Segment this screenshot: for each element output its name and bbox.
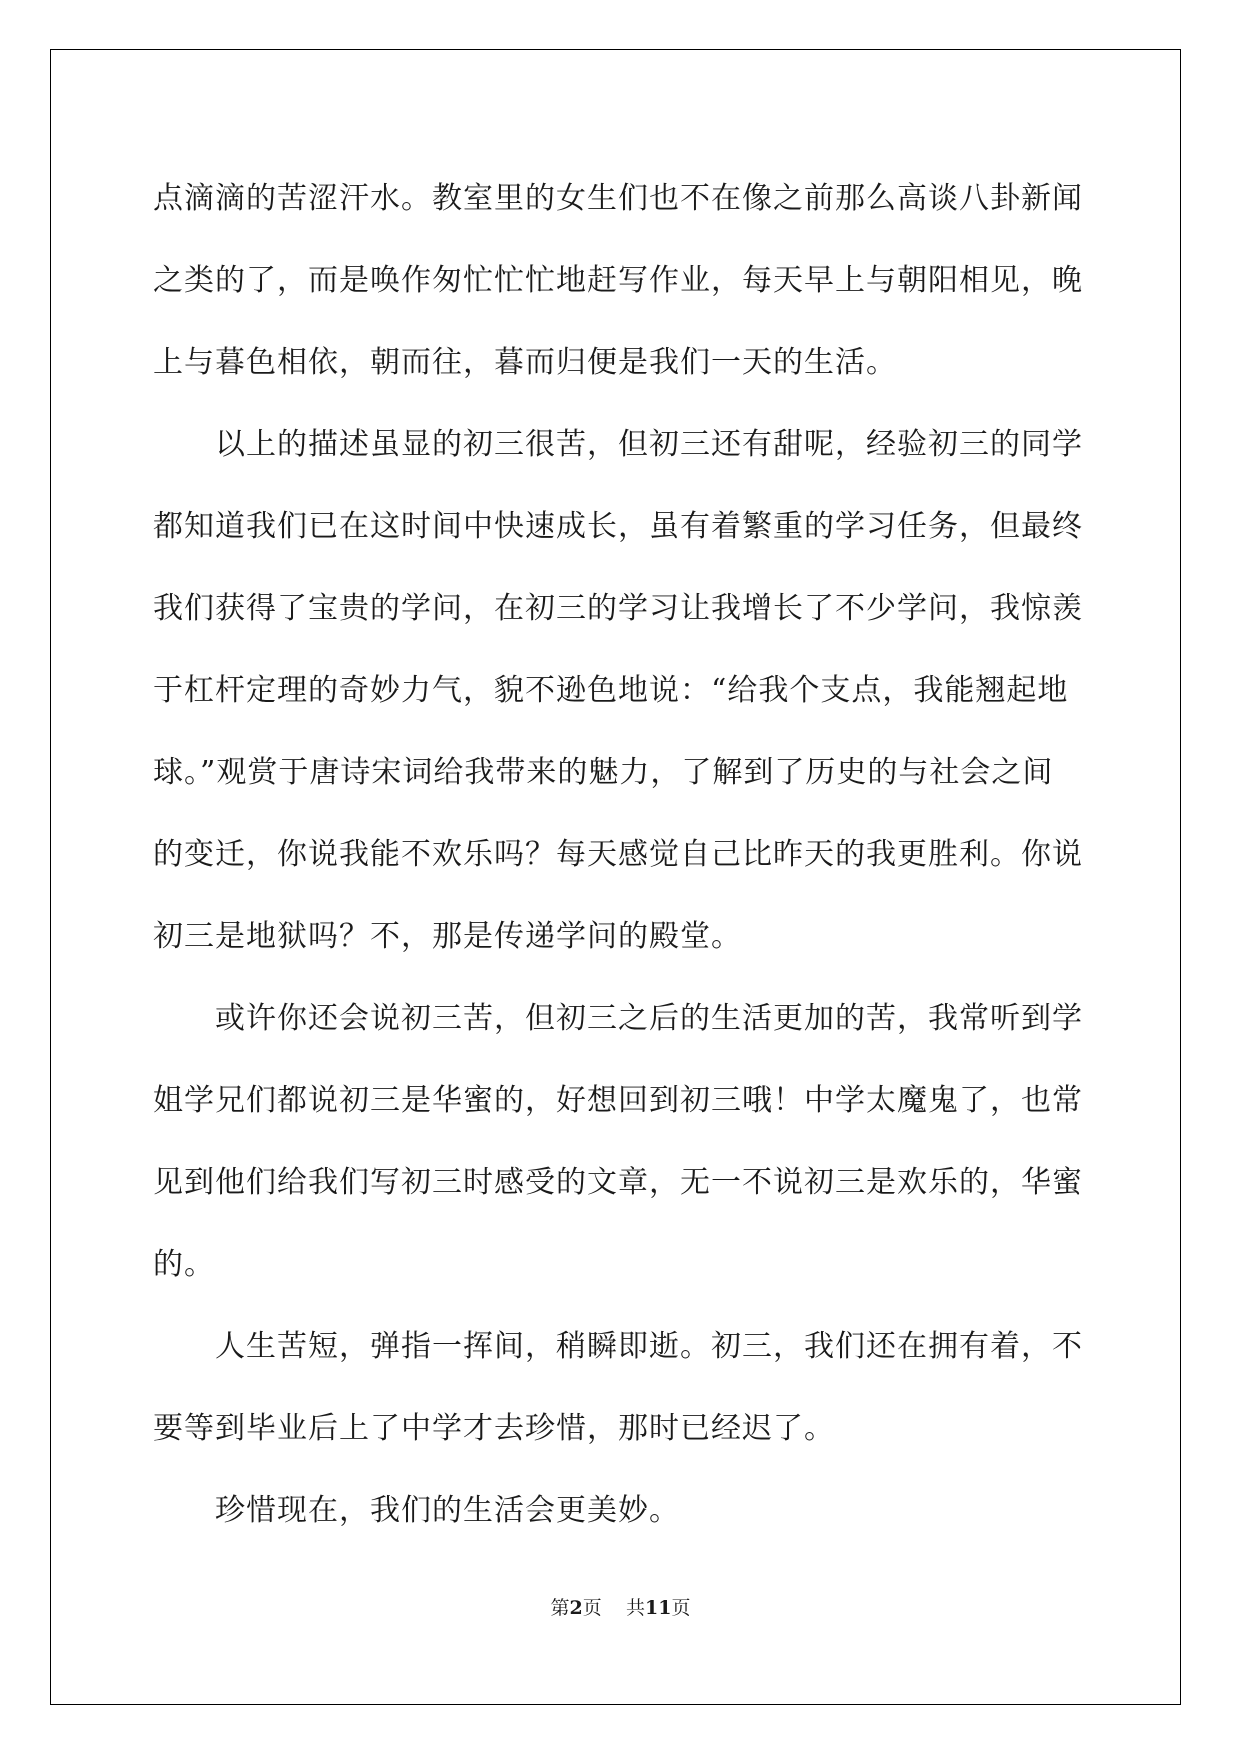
footer-prefix: 第	[550, 1597, 570, 1619]
text-line: 珍惜现在，我们的生活会更美妙。	[153, 1493, 680, 1528]
text-line: 我们获得了宝贵的学问，在初三的学习让我增长了不少学问，我惊羡	[153, 591, 1083, 626]
page-footer	[0, 1596, 1241, 1620]
current-page-number: 2	[569, 1597, 583, 1619]
footer-page-suffix: 页	[582, 1597, 602, 1619]
text-line: 于杠杆定理的奇妙力气，貌不逊色地说：“给我个支点，我能翘起地	[153, 673, 1069, 708]
text-line: 的变迁，你说我能不欢乐吗？每天感觉自己比昨天的我更胜利。你说	[153, 837, 1083, 872]
text-line: 初三是地狱吗？不，那是传递学问的殿堂。	[153, 919, 742, 954]
text-line: 见到他们给我们写初三时感受的文章，无一不说初三是欢乐的，华蜜	[153, 1165, 1083, 1200]
footer-total-prefix: 共	[625, 1597, 645, 1619]
document-body	[153, 158, 1086, 1552]
footer-total-suffix: 页	[671, 1597, 691, 1619]
text-line: 的。	[153, 1247, 215, 1282]
text-line: 人生苦短，弹指一挥间，稍瞬即逝。初三，我们还在拥有着，不	[153, 1329, 1083, 1364]
text-line: 姐学兄们都说初三是华蜜的，好想回到初三哦！中学太魔鬼了，也常	[153, 1083, 1083, 1118]
text-line: 都知道我们已在这时间中快速成长，虽有着繁重的学习任务，但最终	[153, 509, 1083, 544]
text-line: 之类的了，而是唤作匆忙忙忙地赶写作业，每天早上与朝阳相见，晚	[153, 263, 1083, 298]
total-page-count: 11	[644, 1597, 672, 1619]
text-line: 以上的描述虽显的初三很苦，但初三还有甜呢，经验初三的同学	[153, 427, 1083, 462]
text-line: 球。”观赏于唐诗宋词给我带来的魅力，了解到了历史的与社会之间	[153, 755, 1054, 790]
text-line: 点滴滴的苦涩汗水。教室里的女生们也不在像之前那么高谈八卦新闻	[153, 181, 1083, 216]
text-line: 或许你还会说初三苦，但初三之后的生活更加的苦，我常听到学	[153, 1001, 1083, 1036]
text-line: 上与暮色相依，朝而往，暮而归便是我们一天的生活。	[153, 345, 897, 380]
text-line: 要等到毕业后上了中学才去珍惜，那时已经迟了。	[153, 1411, 835, 1446]
